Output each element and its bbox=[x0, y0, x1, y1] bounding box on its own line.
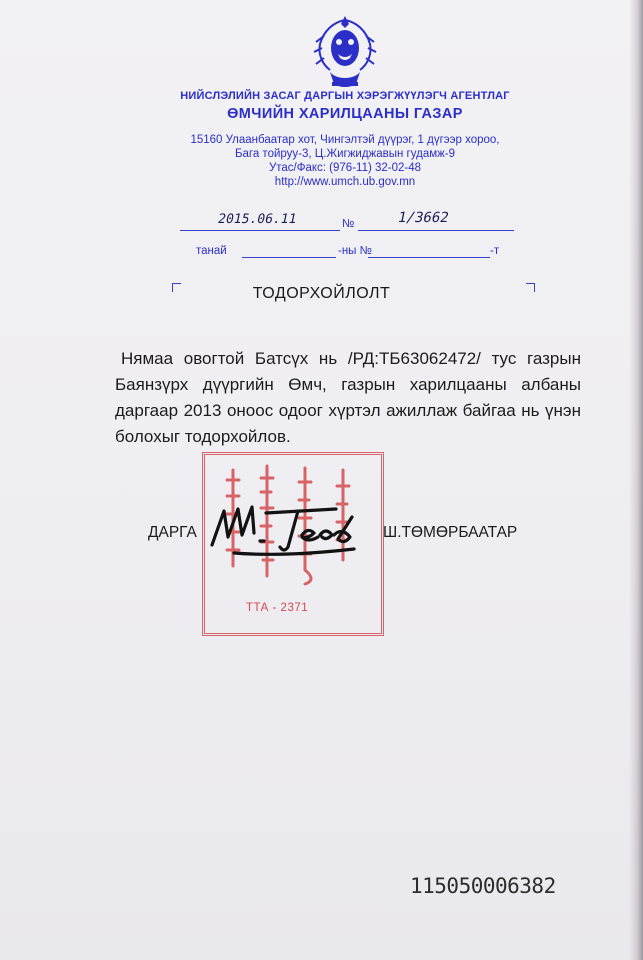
document-title: ТОДОРХОЙЛОЛТ bbox=[252, 285, 391, 302]
city-emblem-icon bbox=[312, 14, 378, 90]
address-line-1: 15160 Улаанбаатар хот, Чингэлтэй дүүрэг, 1 дүгээр хороо, bbox=[190, 134, 500, 146]
website-link[interactable]: http://www.umch.ub.gov.mn bbox=[274, 176, 416, 188]
reply-date-underline bbox=[242, 257, 336, 258]
handwritten-signature bbox=[204, 497, 364, 565]
date-underline bbox=[180, 230, 340, 231]
serial-number: 115050006382 bbox=[410, 874, 556, 898]
handwritten-number: 1/3662 bbox=[396, 210, 451, 226]
signer-position: ДАРГА bbox=[148, 524, 197, 541]
stamp-id: ТТА - 2371 bbox=[246, 602, 309, 614]
page-edge-shadow bbox=[629, 0, 643, 960]
document-body: Нямаа овогтой Батсүх нь /РД:ТБ63062472/ тус газрын Баянзүрх дүүргийн Өмч, газрын харилцааны албаны даргаар 2013 оноос одоог хүртэл ажиллаж байгаа нь үнэн болохыг тодорхойлов. bbox=[115, 349, 581, 446]
office-name: ӨМЧИЙН ХАРИЛЦААНЫ ГАЗАР bbox=[227, 106, 463, 122]
agency-name: НИЙСЛЭЛИЙН ЗАСАГ ДАРГЫН ХЭРЭГЖҮҮЛЭГЧ АГЕНТЛАГ bbox=[180, 90, 510, 102]
address-line-2: Бага тойруу-3, Ц.Жигжиджавын гудамж-9 bbox=[234, 148, 456, 160]
reply-label-tanai: танай bbox=[196, 245, 227, 257]
reply-number-underline bbox=[368, 257, 490, 258]
number-underline bbox=[358, 230, 514, 231]
signer-name: Ш.ТӨМӨРБААТАР bbox=[383, 524, 518, 541]
number-label: № bbox=[342, 218, 355, 230]
handwritten-date: 2015.06.11 bbox=[216, 212, 298, 227]
phone-fax: Утас/Факс: (976-11) 32-02-48 bbox=[268, 162, 422, 174]
reply-label-ny-no: -ны № bbox=[338, 245, 372, 257]
reply-label-t: -т bbox=[490, 245, 500, 257]
